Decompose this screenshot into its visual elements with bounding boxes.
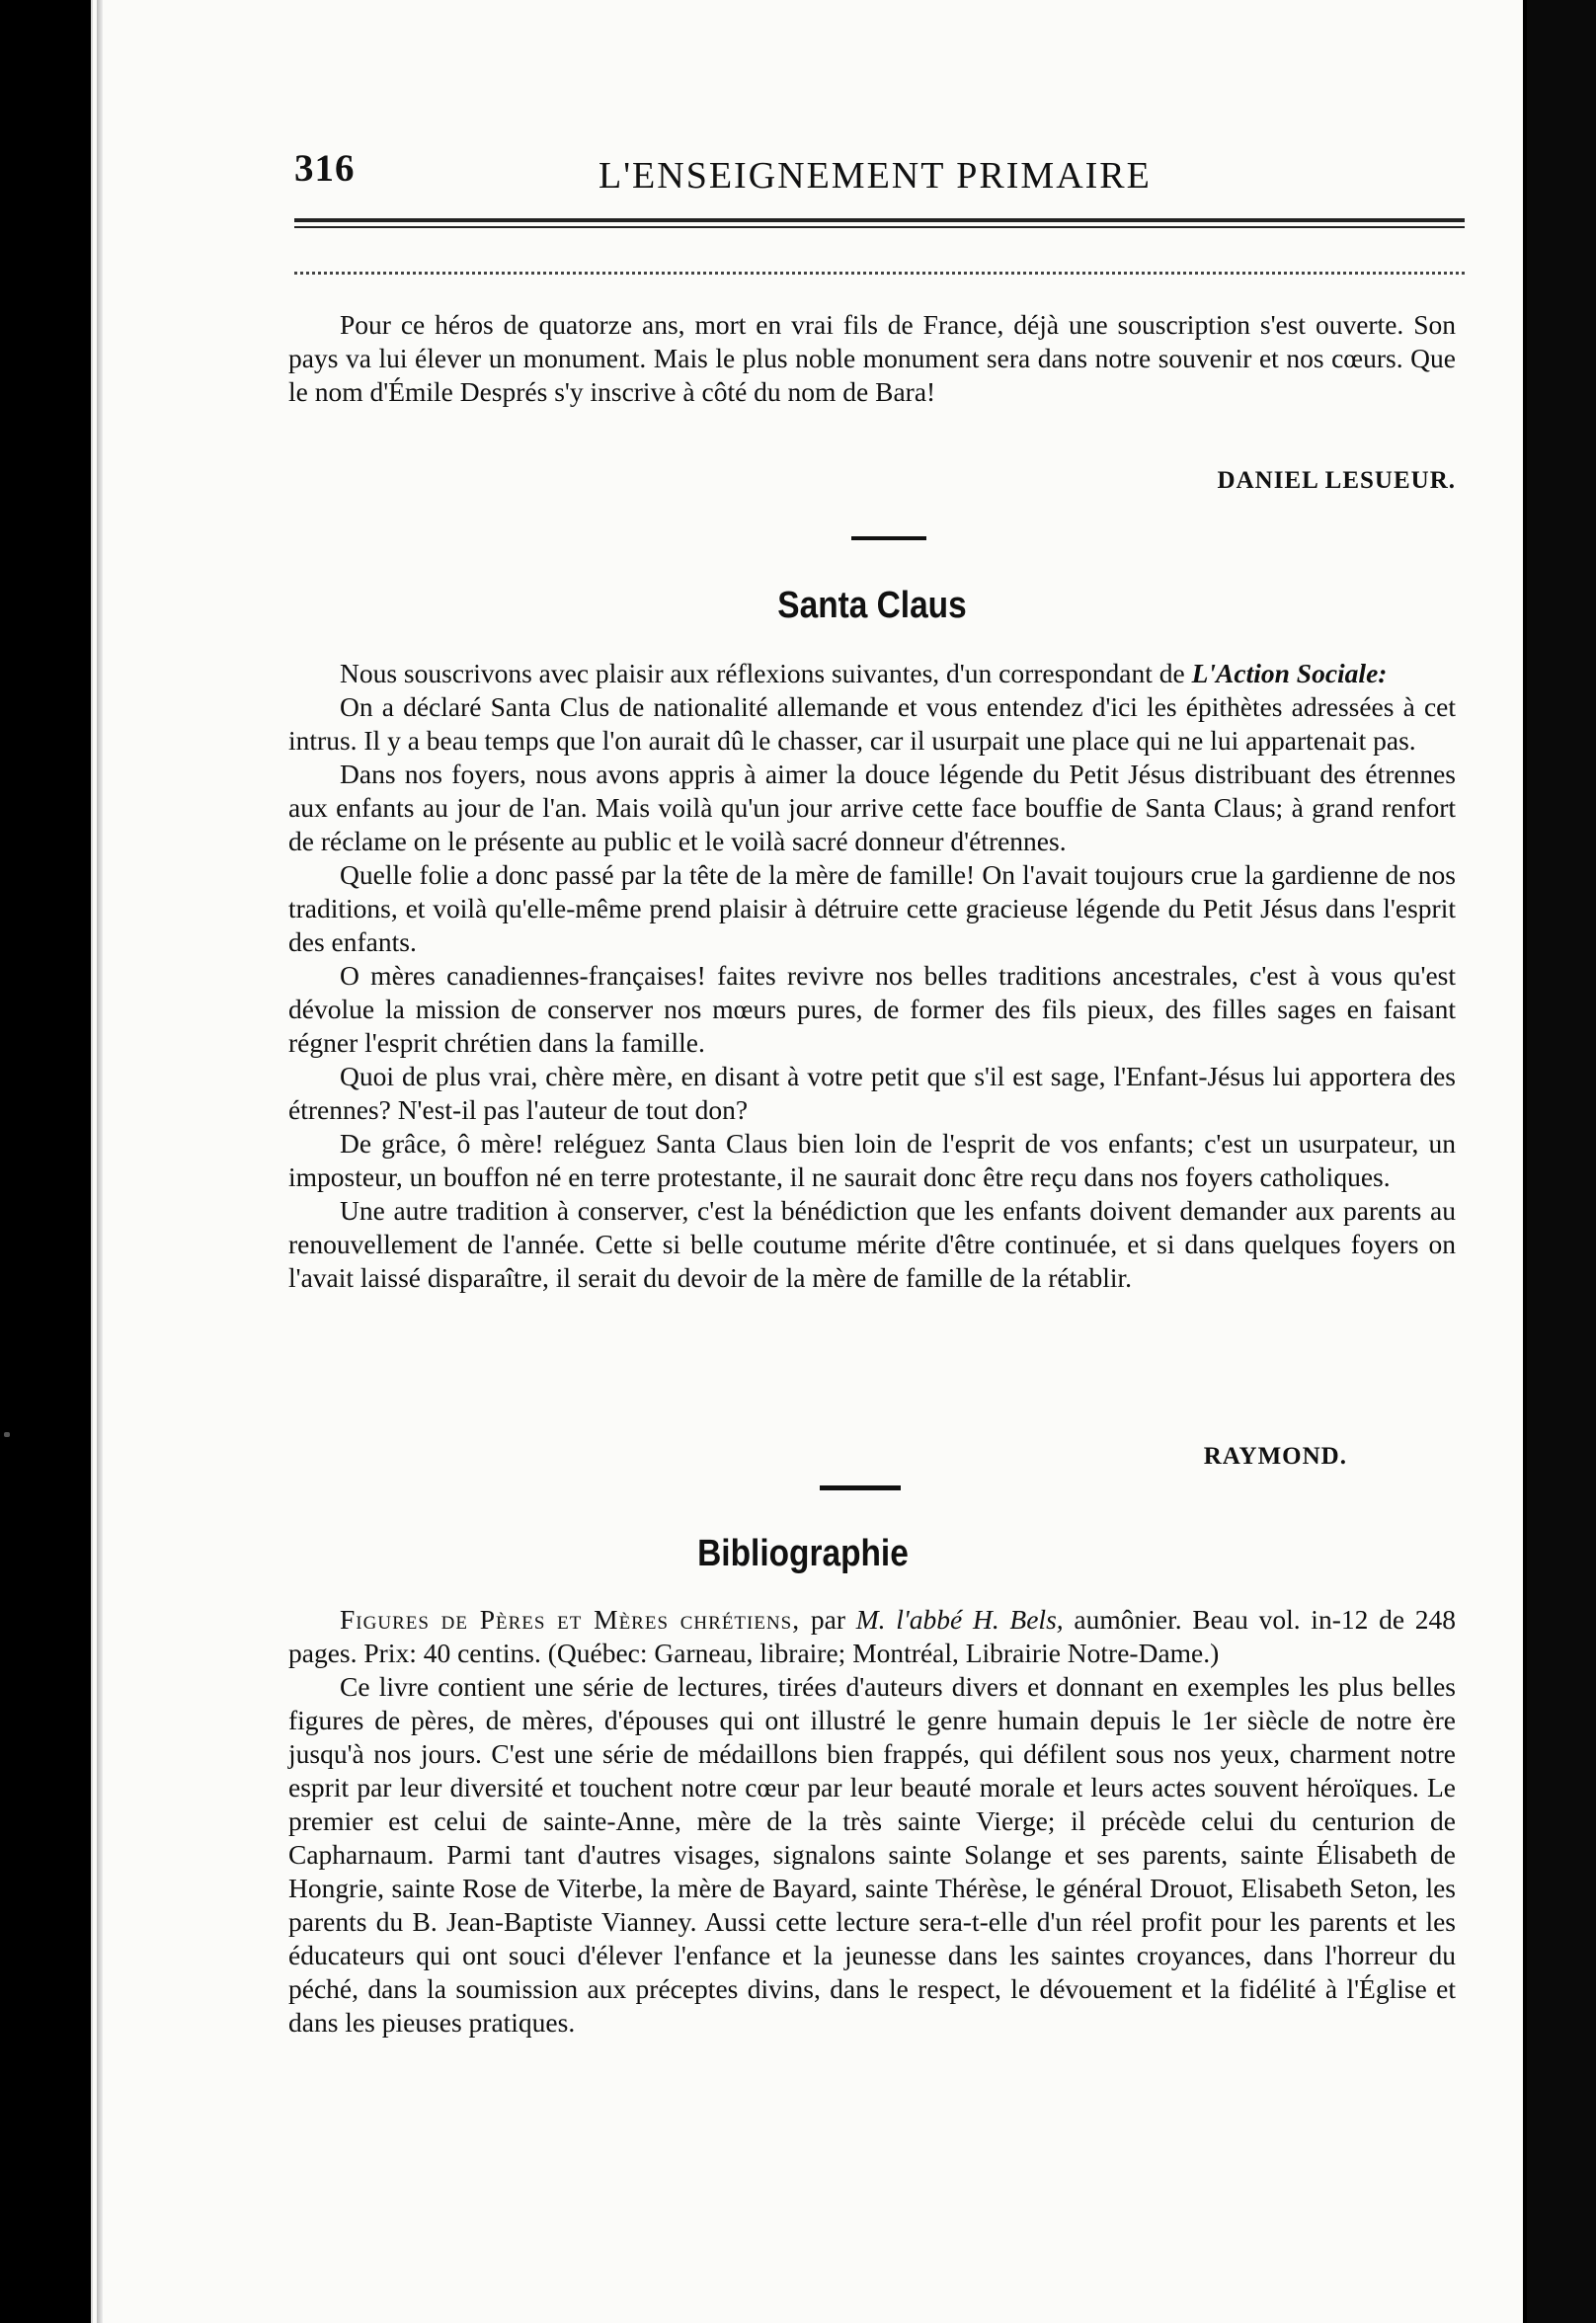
intro-block (288, 308, 1456, 409)
book-review: Ce livre contient une série de lectures, tirées d'auteurs divers et donnant en exemples les plus belles figures de pères, de mères, d'épouses qui ont illustré le genre humain depuis le 1er siècle de notre ère jusqu'à nos jours. C'est une série de médaillons bien frappés, qui défilent sous nos yeux, charment notre esprit par leur diversité et touchent notre cœur par leur beauté morale et leurs actes souvent héroïques. Le premier est celui de sainte-Anne, mère de la très sainte Vierge; il précède celui du centurion de Capharnaum. Parmi tant d'autres visages, signalons sainte Solange et ses parents, sainte Élisabeth de Hongrie, sainte Rose de Viterbe, la mère de Bayard, sainte Thérèse, le général Drouot, Elisabeth Seton, les parents du B. Jean-Baptiste Vianney. Aussi cette lecture sera-t-elle d'un réel profit pour les parents et les éducateurs qui ont souci d'élever l'enfance et la jeunesse dans les saintes croyances, dans l'horreur du péché, dans la soumission aux préceptes divins, dans le respect, le dévouement et la fidélité à l'Église et dans les pieuses pratiques. (288, 1671, 1456, 2038)
intro-signature-row (288, 464, 1456, 500)
scan-speck (4, 1432, 10, 1437)
section-divider (851, 536, 926, 540)
santa-paragraph-1: On a déclaré Santa Clus de nationalité allemande et vous entendez d'ici les épithètes adressées à cet intrus. Il y a beau temps que l'on aurait dû le chasser, car il usurpait une place qui ne lui appartenait pas. (288, 691, 1456, 756)
santa-source: L'Action Sociale: (1191, 658, 1388, 688)
santa-claus-title: Santa Claus (777, 585, 967, 626)
book-title: Figures de Pères et Mères chrétiens, (340, 1604, 801, 1635)
running-title: L'ENSEIGNEMENT PRIMAIRE (598, 155, 1152, 197)
intro-paragraph: Pour ce héros de quatorze ans, mort en vrai fils de France, déjà une souscription s'est ouverte. Son pays va lui élever un monument. Mais le plus noble monument sera dans notre souvenir et nos cœurs. Que le nom d'Émile Després s'y inscrive à côté du nom de Bara! (288, 309, 1456, 407)
book-entry (288, 1603, 1456, 1670)
scan-border (1527, 0, 1596, 2323)
page-number: 316 (294, 147, 356, 190)
santa-paragraph-7: Une autre tradition à conserver, c'est la bénédiction que les enfants doivent demander aux parents au renouvellement de l'année. Cette si belle coutume mérite d'être continuée, et si dans quelques foyers on l'avait laissé disparaître, il serait du devoir de la mère de famille de la rétablir. (288, 1195, 1456, 1293)
santa-paragraph-5: Quoi de plus vrai, chère mère, en disant à votre petit que s'il est sage, l'Enfant-Jésus lui apportera des étrennes? N'est-il pas l'auteur de tout don? (288, 1061, 1456, 1125)
santa-signature-row (288, 1440, 1456, 1476)
book-details: aumônier. Beau vol. in-12 de 248 pages. Prix: 40 centins. (Québec: Garneau, libraire; Montréal, Librairie Notre-Dame.) (288, 1604, 1457, 1668)
ellipsis-dotted-line (294, 272, 1465, 275)
signature-lesueur: DANIEL LESUEUR. (1217, 467, 1456, 494)
page-gutter (97, 0, 103, 2323)
bibliographie-title: Bibliographie (697, 1533, 909, 1574)
signature-raymond: RAYMOND. (1203, 1443, 1347, 1470)
book-by: par (810, 1604, 845, 1635)
santa-lead-text: Nous souscrivons avec plaisir aux réflexions suivantes, d'un correspondant de (340, 658, 1185, 688)
book-author: M. l'abbé H. Bels, (855, 1604, 1064, 1635)
santa-paragraph-3: Quelle folie a donc passé par la tête de la mère de famille! On l'avait toujours crue la gardienne de nos traditions, et voilà qu'elle-même prend plaisir à détruire cette gracieuse légende du Petit Jésus dans l'esprit des enfants. (288, 859, 1456, 957)
santa-lead (288, 657, 1456, 690)
bibliographie-body (288, 1603, 1456, 2040)
header-rule-thick (294, 218, 1465, 222)
header-rule-thin (294, 226, 1465, 228)
page-header (294, 146, 1465, 205)
santa-claus-body (288, 657, 1456, 1295)
santa-paragraph-4: O mères canadiennes-françaises! faites revivre nos belles traditions ancestrales, c'est à vous qu'est dévolue la mission de conserver nos mœurs pures, de former des fils pieux, des filles sages en faisant régner l'esprit chrétien dans la famille. (288, 960, 1456, 1058)
section-divider-2 (820, 1485, 901, 1490)
santa-paragraph-6: De grâce, ô mère! reléguez Santa Claus bien loin de l'esprit de vos enfants; c'est un usurpateur, un imposteur, un bouffon né en terre protestante, il ne saurait donc être reçu dans nos foyers catholiques. (288, 1128, 1456, 1192)
santa-paragraph-2: Dans nos foyers, nous avons appris à aimer la douce légende du Petit Jésus distribuant des étrennes aux enfants au jour de l'an. Mais voilà qu'un jour arrive cette face bouffie de Santa Claus; à grand renfort de réclame on le présente au public et le voilà sacré donneur d'étrennes. (288, 759, 1456, 856)
